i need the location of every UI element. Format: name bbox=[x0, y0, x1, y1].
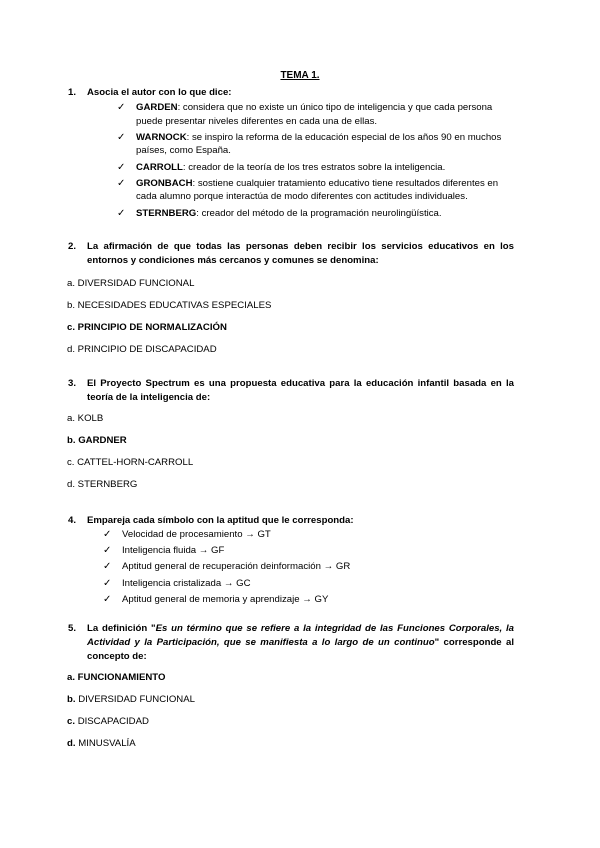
list-item bbox=[117, 161, 521, 175]
check-icon: ✓ bbox=[117, 161, 126, 173]
option-letter: b. bbox=[67, 694, 76, 705]
author-name: STERNBERG bbox=[136, 207, 197, 219]
option-c: c. CATTEL-HORN-CARROLL bbox=[67, 457, 194, 468]
aptitude-list bbox=[103, 528, 403, 609]
list-item bbox=[117, 207, 521, 221]
check-icon: ✓ bbox=[103, 545, 112, 557]
question-number: 5. bbox=[68, 623, 77, 634]
option-b bbox=[67, 694, 195, 706]
option-b: b. NECESIDADES EDUCATIVAS ESPECIALES bbox=[67, 300, 272, 311]
question-text: El Proyecto Spectrum es una propuesta educativa para la educación infantil basada en la teoría de la inteligencia de: bbox=[87, 378, 514, 403]
question-number: 3. bbox=[68, 378, 77, 389]
option-d: d. PRINCIPIO DE DISCAPACIDAD bbox=[67, 344, 217, 355]
list-item bbox=[103, 560, 403, 574]
author-description: : se inspiro la reforma de la educación especial de los años 90 en muchos países, como España. bbox=[136, 131, 502, 157]
check-icon: ✓ bbox=[117, 102, 126, 113]
question-number: 4. bbox=[68, 515, 77, 526]
author-list bbox=[117, 101, 521, 223]
aptitude-text: Aptitud general de memoria y aprendizaje → GY bbox=[122, 593, 329, 605]
option-a: a. FUNCIONAMIENTO bbox=[67, 672, 166, 683]
question-4 bbox=[68, 514, 514, 528]
aptitude-text: Inteligencia cristalizada → GC bbox=[122, 577, 251, 589]
question-1 bbox=[68, 86, 514, 100]
check-icon: ✓ bbox=[117, 207, 126, 219]
check-icon: ✓ bbox=[103, 561, 112, 573]
check-icon: ✓ bbox=[103, 593, 112, 605]
author-name: CARROLL bbox=[136, 161, 183, 173]
list-item bbox=[117, 131, 521, 158]
question-3 bbox=[68, 377, 514, 405]
definition-quote: Es un término que se refiere a la integridad de las Funciones Corporales, la Actividad y la Participación, que se manifiesta a lo largo de un continuo bbox=[87, 623, 514, 648]
question-2 bbox=[68, 240, 514, 268]
check-icon: ✓ bbox=[103, 577, 112, 589]
question-text-post: " corresponde al concepto de: bbox=[87, 637, 514, 662]
list-item bbox=[103, 593, 403, 607]
option-a: a. KOLB bbox=[67, 413, 104, 424]
author-name: GRONBACH bbox=[136, 177, 193, 189]
option-c bbox=[67, 716, 149, 728]
option-b: b. GARDNER bbox=[67, 435, 127, 446]
option-c: c. PRINCIPIO DE NORMALIZACIÓN bbox=[67, 322, 227, 333]
question-number: 1. bbox=[68, 87, 77, 98]
author-description: : creador de la teoría de los tres estratos sobre la inteligencia. bbox=[182, 161, 446, 173]
option-d bbox=[67, 738, 136, 750]
option-d: d. STERNBERG bbox=[67, 479, 138, 490]
check-icon: ✓ bbox=[103, 529, 112, 540]
check-icon: ✓ bbox=[117, 177, 126, 189]
question-text: Asocia el autor con lo que dice: bbox=[87, 87, 232, 98]
option-word: DIVERSIDAD FUNCIONAL bbox=[78, 694, 195, 705]
check-icon: ✓ bbox=[117, 131, 126, 143]
question-5 bbox=[68, 622, 514, 664]
option-a: a. DIVERSIDAD FUNCIONAL bbox=[67, 278, 195, 289]
list-item bbox=[103, 577, 403, 591]
author-description: : considera que no existe un único tipo de inteligencia y que cada persona puede presentar niveles diferentes en cada una de ellas. bbox=[136, 102, 493, 127]
question-text-pre: La definición " bbox=[87, 623, 156, 634]
option-word: DISCAPACIDAD bbox=[77, 716, 149, 727]
list-item bbox=[117, 101, 521, 128]
option-word: MINUSVALÍA bbox=[78, 738, 136, 749]
aptitude-text: Aptitud general de recuperación deinformación → GR bbox=[122, 561, 351, 573]
question-text: Empareja cada símbolo con la aptitud que le corresponda: bbox=[87, 515, 354, 526]
question-text bbox=[87, 622, 514, 664]
option-letter: c. bbox=[67, 716, 76, 727]
author-description: : creador del método de la programación neurolingüística. bbox=[196, 207, 442, 219]
page-title: TEMA 1. bbox=[280, 70, 320, 81]
aptitude-text: Velocidad de procesamiento → GT bbox=[122, 529, 271, 540]
list-item bbox=[103, 528, 403, 542]
author-name: GARDEN bbox=[136, 102, 178, 113]
option-letter: d. bbox=[67, 738, 76, 749]
aptitude-text: Inteligencia fluida → GF bbox=[122, 545, 225, 557]
author-name: WARNOCK bbox=[136, 131, 187, 143]
list-item bbox=[117, 177, 521, 204]
list-item bbox=[103, 544, 403, 558]
author-description: : sostiene cualquier tratamiento educativo tiene resultados diferentes en cada alumno porque interactúa de modo diferentes con actitudes individuales. bbox=[136, 177, 499, 203]
question-text: La afirmación de que todas las personas deben recibir los servicios educativos en los entornos y condiciones más cercanos y comunes se denomina: bbox=[87, 241, 514, 266]
question-number: 2. bbox=[68, 241, 77, 252]
